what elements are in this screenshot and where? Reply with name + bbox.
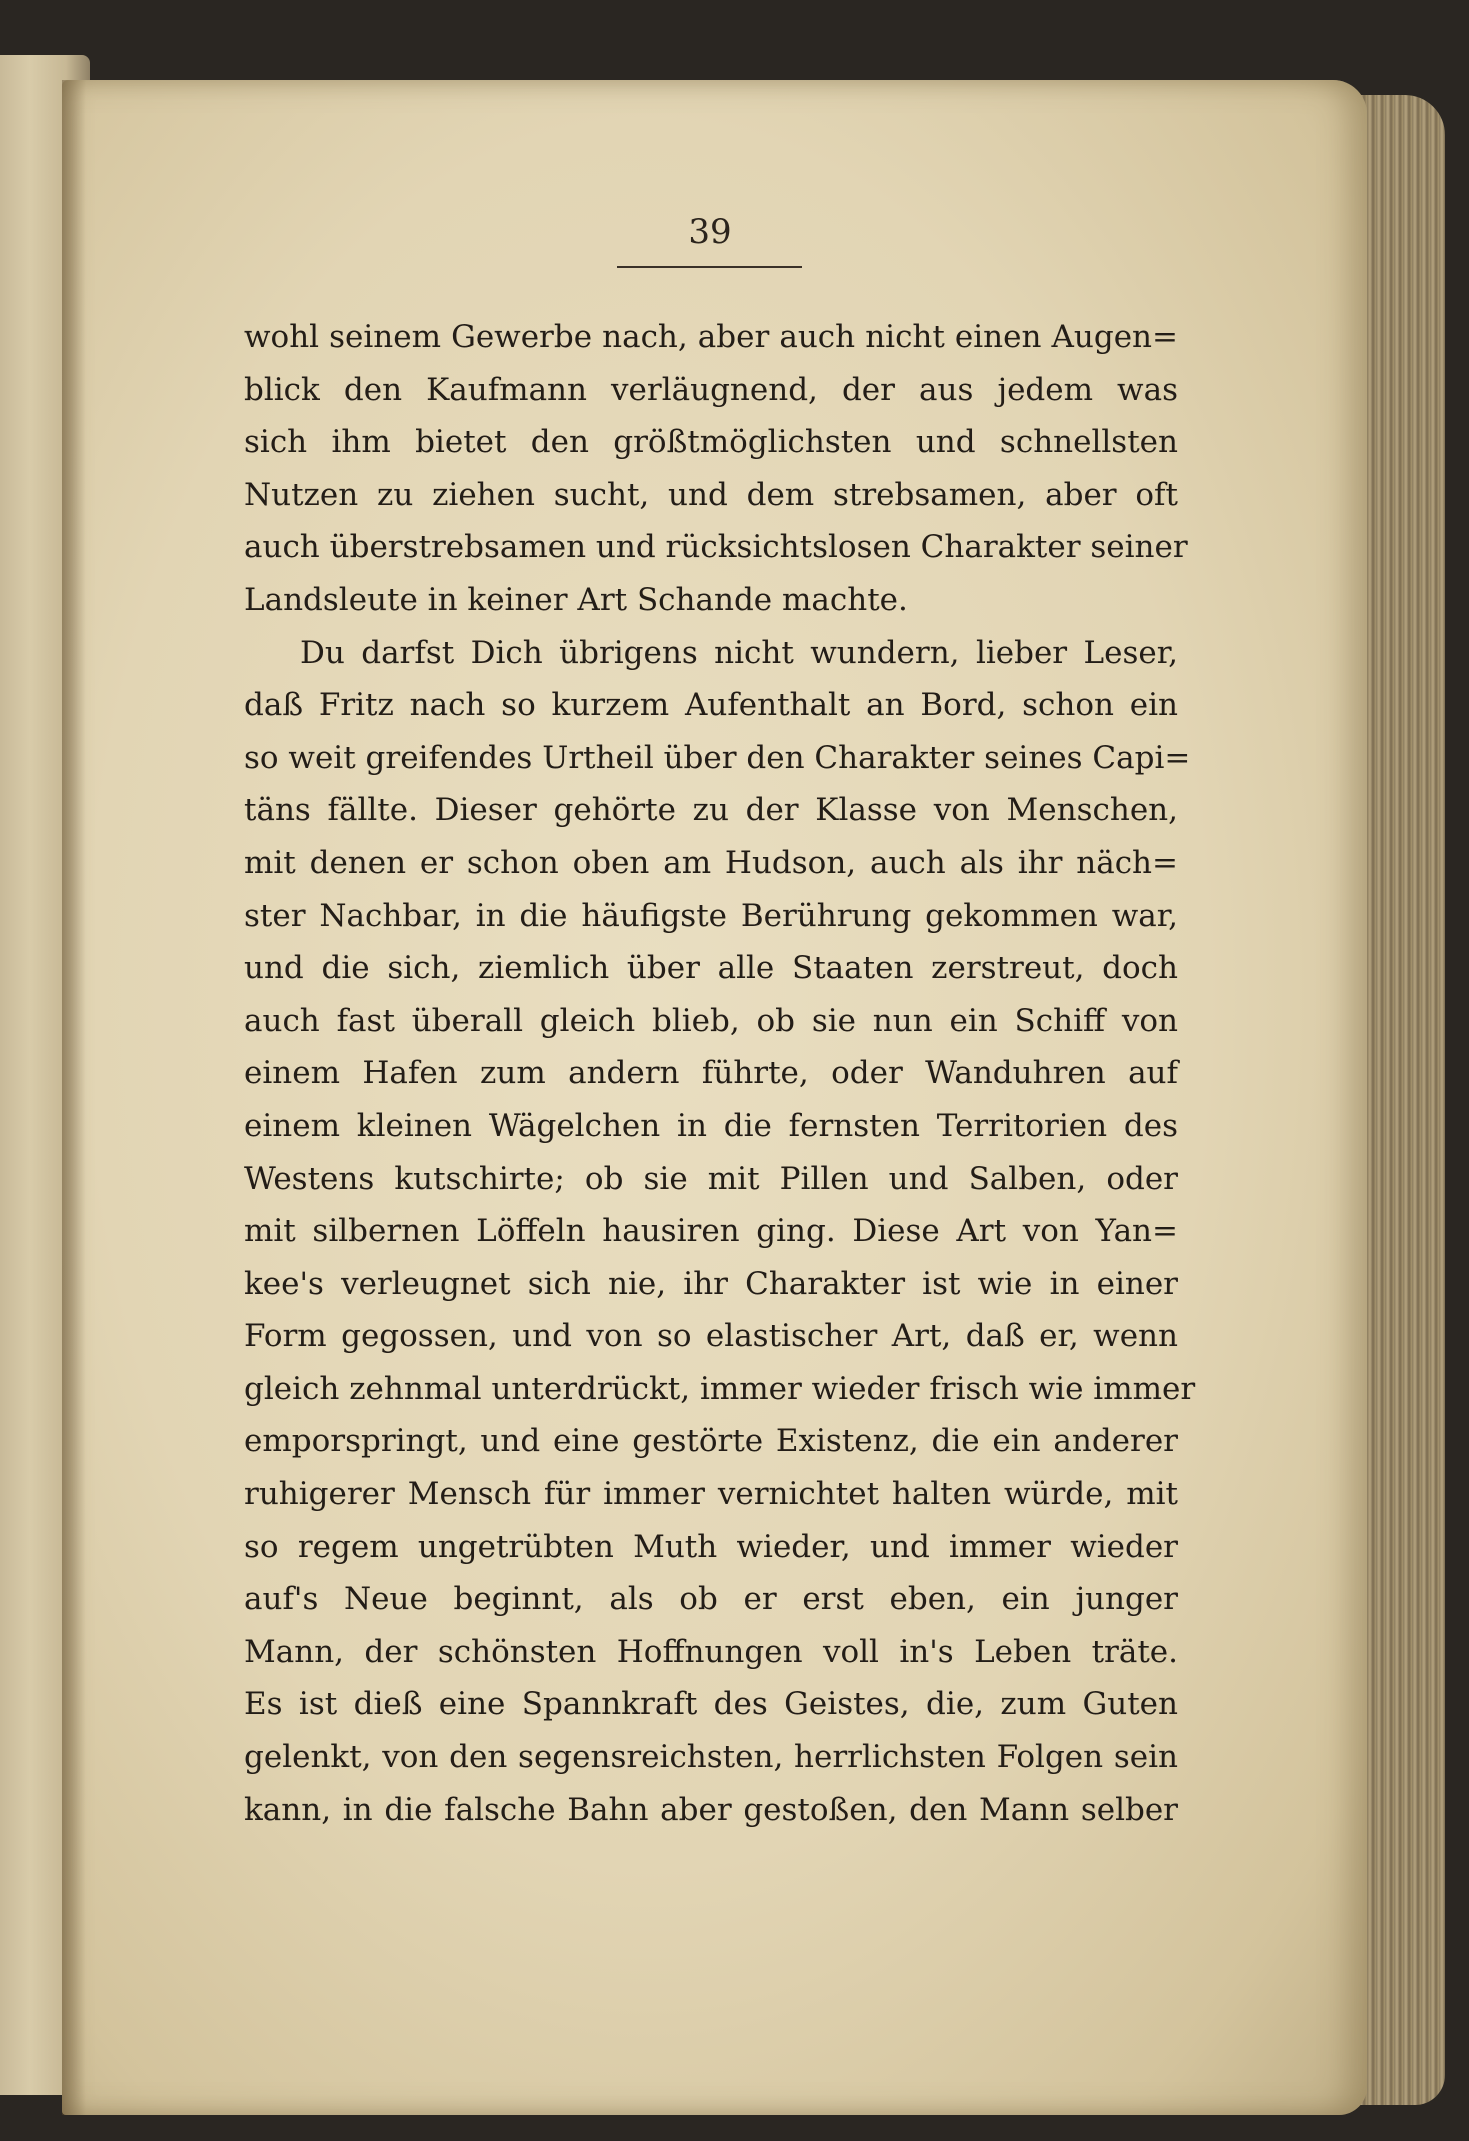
text-line: ster Nachbar, in die häufigste Berührung gekommen war, xyxy=(244,897,1178,934)
text-line: gleich zehnmal unterdrückt, immer wieder frisch wie immer xyxy=(244,1370,1196,1407)
text-line: emporspringt, und eine gestörte Existenz, die ein anderer xyxy=(244,1423,1178,1460)
text-line: kann, in die falsche Bahn aber gestoßen, den Mann selber xyxy=(244,1791,1178,1828)
page-number: 39 xyxy=(688,212,732,252)
text-line: so regem ungetrübten Muth wieder, und immer wieder xyxy=(244,1528,1178,1565)
text-line: Es ist dieß eine Spannkraft des Geistes, die, zum Guten xyxy=(244,1686,1178,1723)
header-rule xyxy=(617,266,802,268)
text-line: auch fast überall gleich blieb, ob sie nun ein Schiff von xyxy=(244,1002,1178,1039)
text-line: mit denen er schon oben am Hudson, auch als ihr näch= xyxy=(244,844,1178,881)
page-gutter-shadow xyxy=(62,80,86,2115)
body-text xyxy=(244,311,1196,1836)
text-line: sich ihm bietet den größtmöglichsten und schnellsten xyxy=(244,424,1178,461)
text-line: einem Hafen zum andern führte, oder Wanduhren auf xyxy=(244,1055,1178,1092)
text-line: auch überstrebsamen und rücksichtslosen Charakter seiner xyxy=(244,529,1188,566)
text-line: daß Fritz nach so kurzem Aufenthalt an Bord, schon ein xyxy=(244,687,1178,724)
text-line: kee's verleugnet sich nie, ihr Charakter ist wie in einer xyxy=(244,1265,1178,1302)
text-line: Mann, der schönsten Hoffnungen voll in's Leben träte. xyxy=(244,1633,1178,1670)
text-line: Form gegossen, und von so elastischer Art, daß er, wenn xyxy=(244,1318,1178,1355)
text-line: gelenkt, von den segensreichsten, herrlichsten Folgen sein xyxy=(244,1739,1178,1776)
text-line: einem kleinen Wägelchen in die fernsten Territorien des xyxy=(244,1107,1178,1144)
text-line: auf's Neue beginnt, als ob er erst eben, ein junger xyxy=(244,1581,1178,1618)
text-line: Landsleute in keiner Art Schande machte. xyxy=(244,581,908,618)
text-line: und die sich, ziemlich über alle Staaten zerstreut, doch xyxy=(244,950,1178,987)
text-line: so weit greifendes Urtheil über den Charakter seines Capi= xyxy=(244,739,1191,776)
text-line: ruhigerer Mensch für immer vernichtet halten würde, mit xyxy=(244,1476,1178,1513)
text-line: täns fällte. Dieser gehörte zu der Klasse von Menschen, xyxy=(244,792,1178,829)
text-line: Du darfst Dich übrigens nicht wundern, lieber Leser, xyxy=(300,634,1178,671)
text-line: wohl seinem Gewerbe nach, aber auch nicht einen Augen= xyxy=(244,319,1178,355)
text-line: blick den Kaufmann verläugnend, der aus jedem was xyxy=(244,371,1178,408)
text-line: Nutzen zu ziehen sucht, und dem strebsamen, aber oft xyxy=(244,476,1178,513)
text-line: Westens kutschirte; ob sie mit Pillen und Salben, oder xyxy=(244,1160,1178,1197)
text-line: mit silbernen Löffeln hausiren ging. Diese Art von Yan= xyxy=(244,1213,1178,1250)
